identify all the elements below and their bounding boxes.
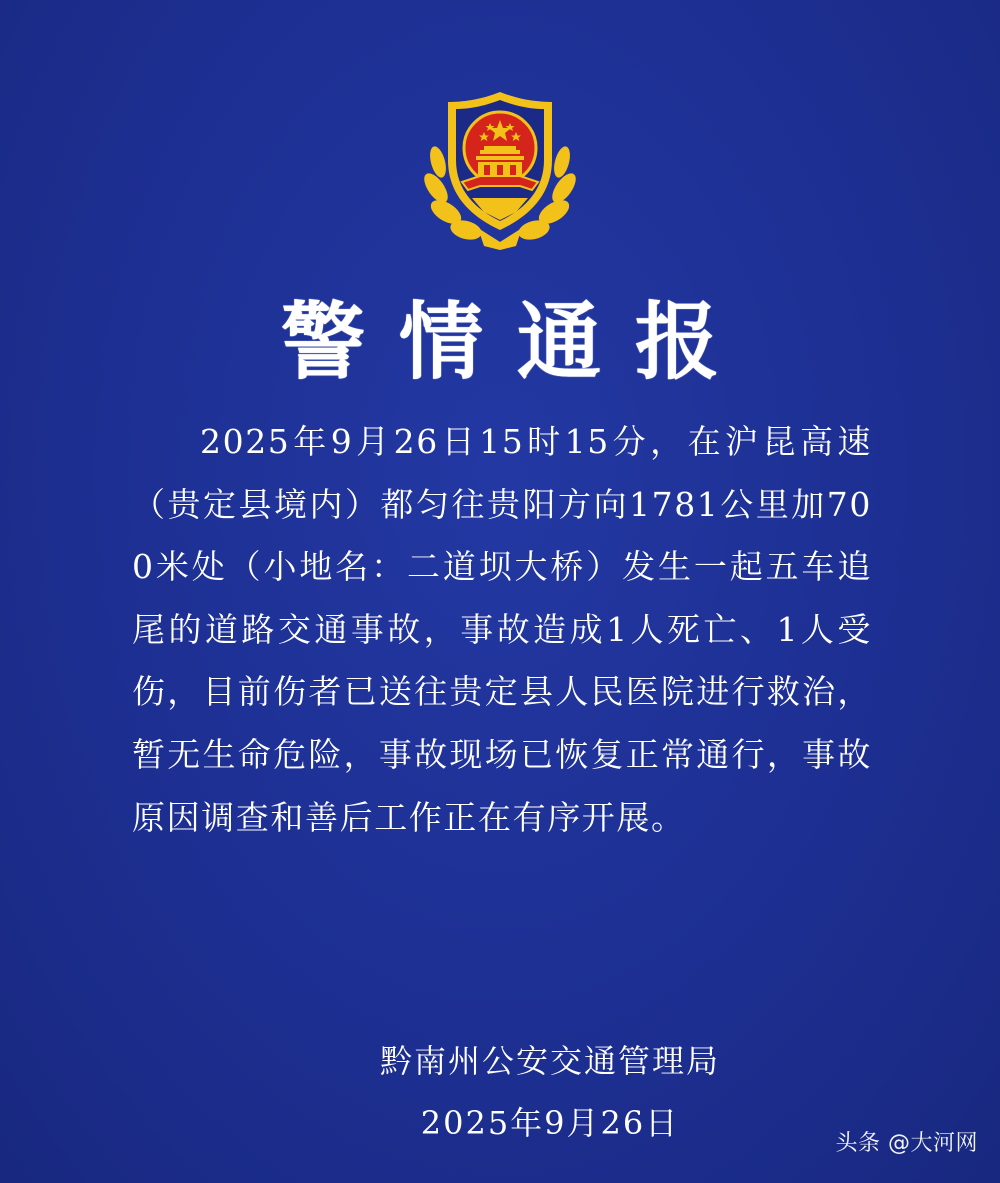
source-watermark: 头条 @大河网 — [835, 1131, 978, 1156]
issuer-name: 黔南州公安交通管理局 — [379, 1042, 720, 1080]
notice-body: 2025年9月26日15时15分，在沪昆高速（贵定县境内）都匀往贵阳方向1781公里加700米处（小地名：二道坝大桥）发生一起五车追尾的道路交通事故，事故造成1人死亡、1人受伤，目前伤者已送往贵定县人民医院进行救治，暂无生命危险，事故现场已恢复正常通行，事故原因调查和善后工作正在有序开展。 — [132, 422, 872, 837]
page-title: 警情通报 — [280, 293, 753, 391]
police-emblem-icon — [420, 90, 580, 250]
issue-date: 2025年9月26日 — [420, 1104, 680, 1142]
